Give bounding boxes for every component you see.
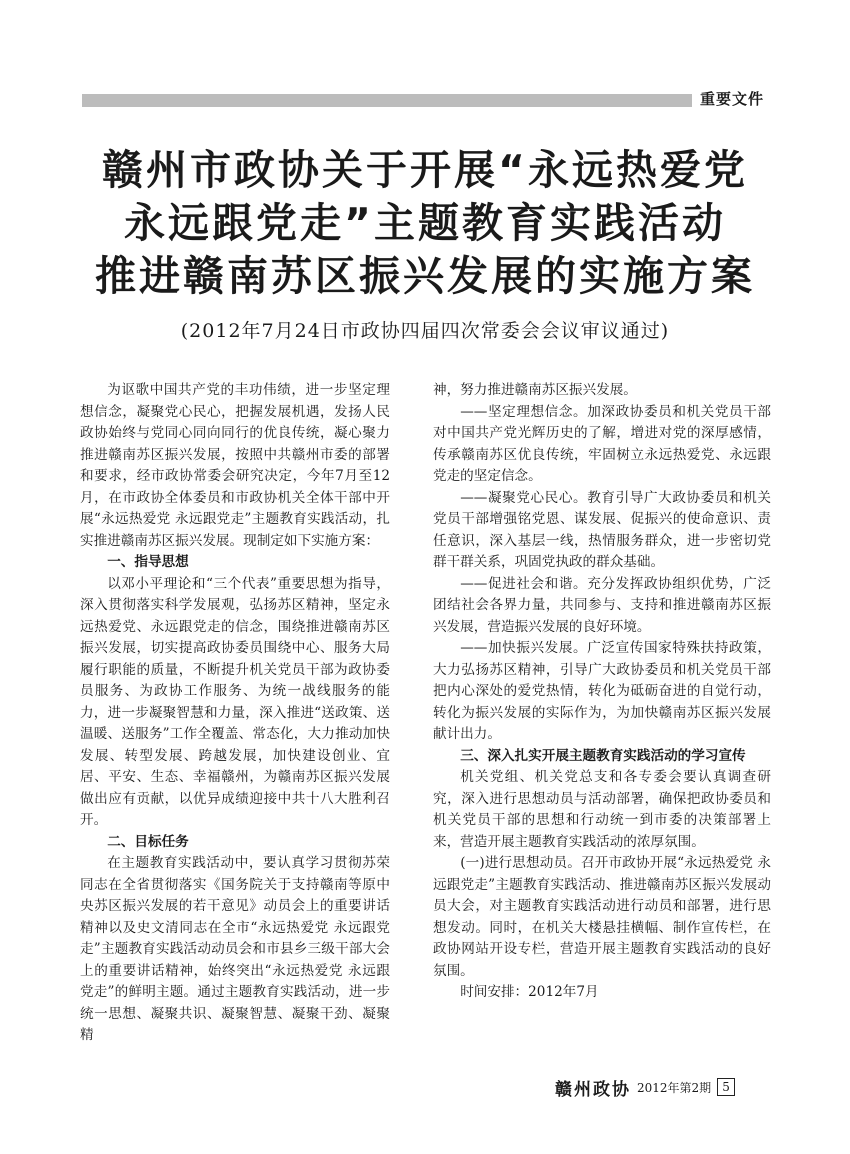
intro-paragraph: 为讴歌中国共产党的丰功伟绩，进一步坚定理想信念，凝聚党心民心，把握发展机遇，发扬人民政协始终与党同心同向同行的优良传统，凝心聚力推进赣南苏区振兴发展，按照中共赣州市委的部署和要求，经市政协常委会研究决定，今年7月至12月，在市政协全体委员和市政协机关全体干部中开展“永远热爱党 永远跟党走”主题教育实践活动，扎实推进赣南苏区振兴发展。现制定如下实施方案： [80, 382, 390, 549]
goal-item-4: ——加快振兴发展。广泛宣传国家特殊扶持政策，大力弘扬苏区精神，引导广大政协委员和机关党员干部把内心深处的爱党热情，转化为砥砺奋进的自觉行动，转化为振兴发展的实际作为，为加快赣南苏区振兴发展献计出力。 [433, 640, 771, 742]
title-line-3: 推进赣南苏区振兴发展的实施方案 [95, 252, 755, 300]
title-line-2: 永远跟党走”主题教育实践活动 [124, 199, 726, 247]
schedule-paragraph: 时间安排：2012年7月 [460, 984, 599, 1000]
document-subtitle: (2012年7月24日市政协四届四次常委会会议审议通过) [180, 320, 670, 342]
section-heading-2: 二、目标任务 [107, 833, 189, 850]
magazine-name: 赣州政协 [555, 1079, 631, 1100]
section-heading-1: 一、指导思想 [107, 554, 189, 570]
goal-item-2: ——凝聚党心民心。教育引导广大政协委员和机关党员干部增强铭党恩、谋发展、促振兴的使命意识、责任意识，深入基层一线，热情服务群众，进一步密切党群干群关系，巩固党执政的群众基础。 [433, 489, 771, 570]
right-column [433, 380, 771, 1004]
page-footer [555, 1076, 775, 1098]
document-title [60, 144, 790, 303]
mobilization-paragraph: (一)进行思想动员。召开市政协开展“永远热爱党 永远跟党走”主题教育实践活动、推进赣南苏区振兴发展动员大会，对主题教育实践活动进行动员和部署，进行思想发动。同时，在机关大楼悬挂横幅、制作宣传栏，在政协网站开设专栏，营造开展主题教育实践活动的良好氛围。 [433, 855, 771, 979]
study-paragraph: 机关党组、机关党总支和各专委会要认真调查研究，深入进行思想动员与活动部署，确保把政协委员和机关党员干部的思想和行动统一到市委的决策部署上来，营造开展主题教育实践活动的浓厚氛围。 [433, 769, 771, 850]
title-line-1: 赣州市政协关于开展“永远热爱党 [102, 146, 748, 194]
guiding-thought-paragraph: 以邓小平理论和“三个代表”重要思想为指导，深入贯彻落实科学发展观，弘扬苏区精神，坚定永远热爱党、永远跟党走的信念，围绕推进赣南苏区振兴发展，切实提高政协委员围绕中心、服务大局履行职能的质量，不断提升机关党员干部为政协委员服务、为政协工作服务、为统一战线服务的能力，进一步凝聚智慧和力量，深入推进“送政策、送温暖、送服务”工作全覆盖、常态化，大力推动加快发展、转型发展、跨越发展，加快建设创业、宜居、平安、生态、幸福赣州，为赣南苏区振兴发展做出应有贡献，以优异成绩迎接中共十八大胜利召开。 [80, 575, 390, 828]
page-number: 5 [717, 1078, 735, 1096]
continued-paragraph: 神，努力推进赣南苏区振兴发展。 [433, 382, 637, 398]
section-label: 重要文件 [700, 90, 765, 108]
goal-item-1: ——坚定理想信念。加深政协委员和机关党员干部对中国共产党光辉历史的了解，增进对党的深厚感情，传承赣南苏区优良传统，牢固树立永远热爱党、永远跟党走的坚定信念。 [433, 403, 771, 484]
goal-item-3: ——促进社会和谐。充分发挥政协组织优势，广泛团结社会各界力量，共同参与、支持和推进赣南苏区振兴发展，营造振兴发展的良好环境。 [433, 575, 771, 635]
issue-number: 2012年第2期 [637, 1080, 712, 1095]
left-column [80, 380, 390, 1047]
section-heading-3: 三、深入扎实开展主题教育实践活动的学习宣传 [460, 747, 746, 764]
header-bar [82, 94, 692, 107]
goals-paragraph: 在主题教育实践活动中，要认真学习贯彻苏荣同志在全省贯彻落实《国务院关于支持赣南等原中央苏区振兴发展的若干意见》动员会上的重要讲话精神以及史文清同志在全市“永远热爱党 永远跟党走”主题教育实践活动动员会和市县乡三级干部大会上的重要讲话精神，始终突出“永远热爱党 永远跟党走”的鲜明主题。通过主题教育实践活动，进一步统一思想、凝聚共识、凝聚智慧、凝聚干劲、凝聚精 [80, 855, 390, 1043]
